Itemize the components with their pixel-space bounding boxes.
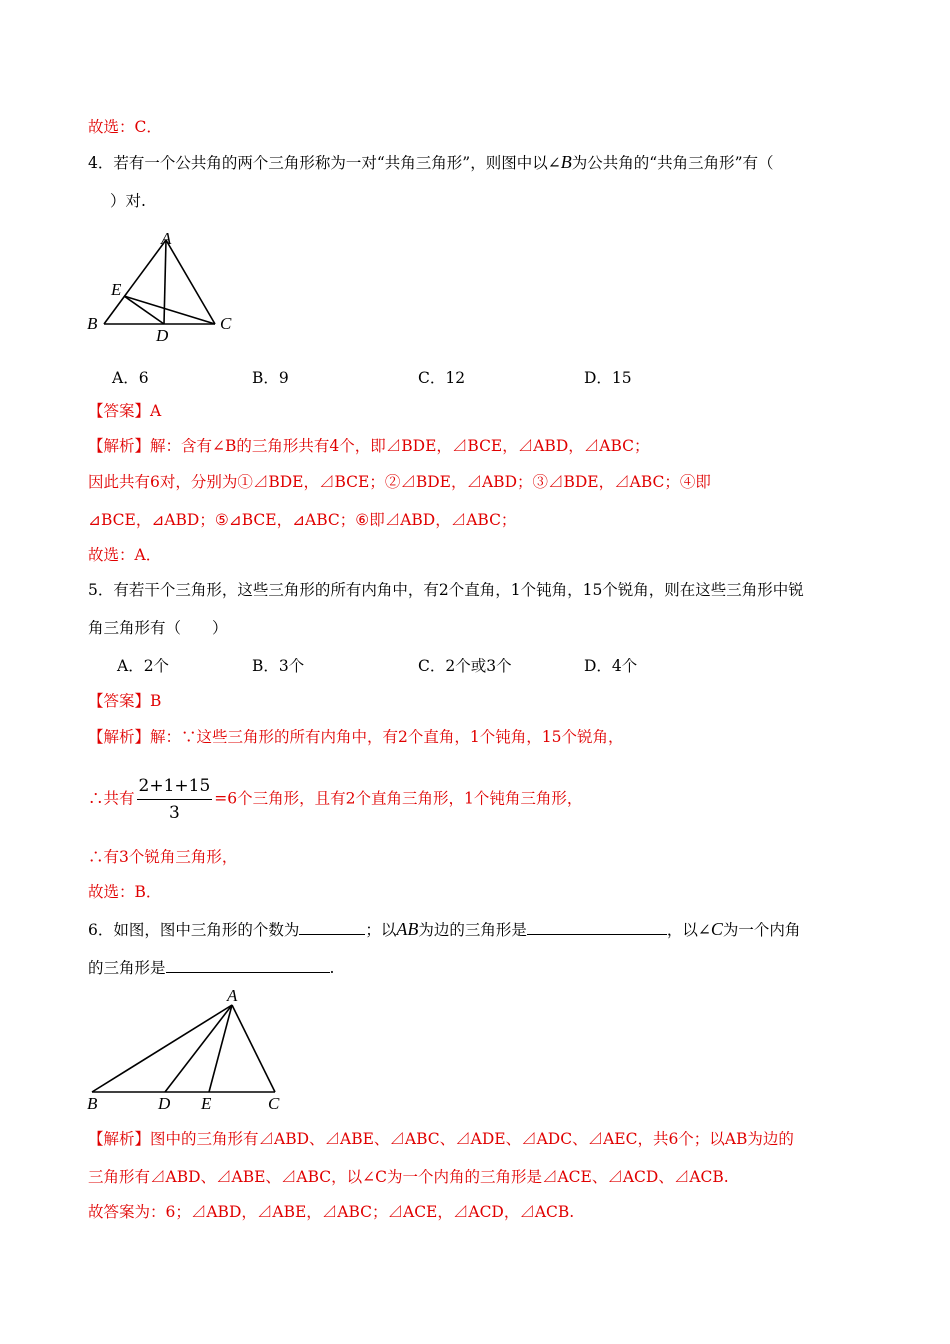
q4-option-d[interactable]: D．15 (584, 369, 632, 387)
q4-stem-a: 4．若有一个公共角的两个三角形称为一对“共角三角形”，则图中以∠ (88, 154, 561, 172)
q4-stem-line1 (88, 152, 774, 173)
q4-analysis-line2: 因此共有6对，分别为①⊿BDE，⊿BCE；②⊿BDE，⊿ABD；③⊿BDE，⊿ABC；④即 (88, 473, 711, 491)
q6-label-a: A (227, 986, 238, 1005)
q5-option-a[interactable]: A．2个 (117, 657, 170, 675)
q4-label-c: C (220, 314, 232, 333)
q3-conclusion: 故选：C． (88, 118, 162, 136)
q4-option-a[interactable]: A．6 (112, 369, 149, 387)
q4-segment-ed (124, 296, 164, 324)
q4-analysis-line3: ⊿BCE，⊿ABD；⑤⊿BCE，⊿ABC；⑥即⊿ABD，⊿ABC； (88, 511, 517, 529)
q5-option-c[interactable]: C．2个或3个 (418, 657, 512, 675)
q4-segment-ad (164, 240, 166, 324)
q6-label-d: D (158, 1094, 171, 1113)
q6-stem-end: . (329, 959, 335, 977)
q5-conclusion: 故选：B． (88, 883, 162, 901)
q5-stem-line2: 角三角形有（ ） (88, 619, 228, 637)
q6-blank-c-triangles[interactable] (166, 956, 330, 973)
q4-conclusion: 故选：A． (88, 546, 162, 564)
q5-analysis-text1: 解：∵这些三角形的所有内角中，有2个直角，1个钝角，15个锐角， (150, 728, 624, 746)
q6-stem-b: ；以 (365, 921, 397, 939)
q4-answer-tag: 【答案】 (88, 402, 151, 420)
q4-answer-value: A (150, 402, 162, 420)
q5-stem-line1: 5．有若干个三角形，这些三角形的所有内角中，有2个直角，1个钝角，15个锐角，则在这些三角形中锐 (88, 581, 804, 599)
q6-segment-ac (232, 1005, 275, 1092)
q5-analysis-line3: ∴有3个锐角三角形， (88, 848, 238, 866)
q5-analysis-line1 (88, 727, 623, 747)
q6-figure (84, 985, 294, 1117)
q5-analysis-tag: 【解析】 (88, 728, 151, 746)
q6-conclusion: 故答案为：6；⊿ABD，⊿ABE，⊿ABC；⊿ACE，⊿ACD，⊿ACB. (88, 1203, 575, 1221)
q6-blank-ab-triangles[interactable] (527, 918, 667, 935)
q4-answer-line (88, 401, 161, 421)
q6-stem-var-ab: AB (396, 919, 419, 939)
q5-option-d[interactable]: D．4个 (584, 657, 638, 675)
q5-frac-prefix: ∴共有 (88, 789, 135, 808)
q4-analysis-line1 (88, 436, 649, 456)
q6-segment-ab (92, 1005, 232, 1092)
q4-label-a: A (161, 229, 172, 248)
q6-stem-line2-text: 的三角形是 (88, 959, 166, 977)
q5-frac-numerator: 2+1+15 (137, 775, 213, 800)
q5-analysis-line2 (88, 775, 582, 824)
q6-stem-var-c: C (710, 919, 723, 939)
q6-stem-a: 6．如图，图中三角形的个数为 (88, 921, 300, 939)
q5-answer-value: B (150, 692, 162, 710)
q6-label-c: C (268, 1094, 280, 1113)
q6-label-b: B (87, 1094, 98, 1113)
q6-stem-c: 为边的三角形是 (418, 921, 527, 939)
q6-stem-d: ，以∠ (666, 921, 711, 939)
q5-answer-line (88, 691, 161, 711)
q6-stem-e: 为一个内角 (722, 921, 801, 939)
q6-stem-line2 (88, 956, 334, 978)
q6-blank-count[interactable] (299, 918, 365, 935)
q6-label-e: E (201, 1094, 212, 1113)
q5-answer-tag: 【答案】 (88, 692, 151, 710)
q6-analysis-line2: 三角形有⊿ABD、⊿ABE、⊿ABC，以∠C为一个内角的三角形是⊿ACE、⊿ACD、⊿ACB. (88, 1168, 729, 1186)
q4-stem-b: 为公共角的“共角三角形”有（ (571, 154, 774, 172)
q6-analysis-line1 (88, 1129, 794, 1149)
q4-analysis-text1: 解：含有∠B的三角形共有4个，即⊿BDE，⊿BCE，⊿ABD，⊿ABC； (150, 437, 650, 455)
q4-stem-var: B (560, 152, 572, 172)
q4-label-b: B (87, 314, 98, 333)
q4-figure (84, 228, 244, 346)
q6-analysis-text1: 图中的三角形有⊿ABD、⊿ABE、⊿ABC、⊿ADE、⊿ADC、⊿AEC，共6个；以AB为边的 (150, 1130, 794, 1148)
q4-label-e: E (111, 280, 122, 299)
q6-stem-line1 (88, 918, 800, 940)
q6-analysis-tag: 【解析】 (88, 1130, 151, 1148)
q4-stem-line2: ）对. (110, 192, 146, 210)
q4-label-d: D (156, 326, 169, 345)
q5-fraction (137, 775, 213, 824)
q5-frac-suffix: =6个三角形，且有2个直角三角形，1个钝角三角形， (214, 789, 583, 808)
q4-analysis-tag: 【解析】 (88, 437, 151, 455)
q6-segment-ad (165, 1005, 232, 1092)
q5-frac-denominator: 3 (168, 803, 180, 823)
q4-option-b[interactable]: B．9 (252, 369, 289, 387)
q5-option-b[interactable]: B．3个 (252, 657, 305, 675)
q4-option-c[interactable]: C．12 (418, 369, 466, 387)
